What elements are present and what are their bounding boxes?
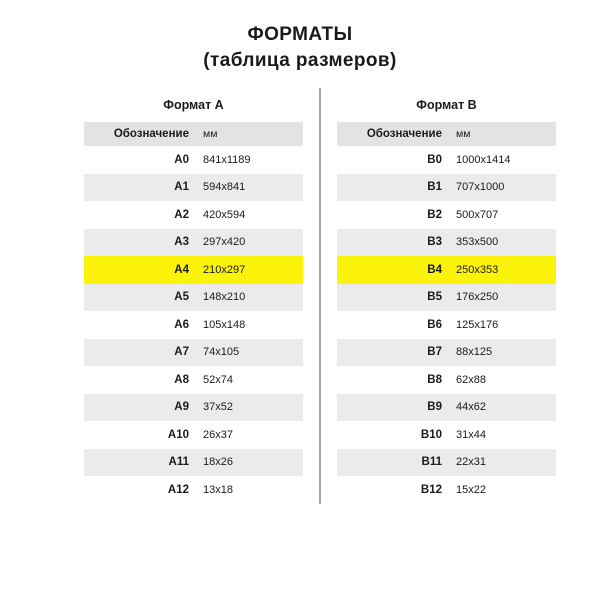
cell-a-size: 594x841 xyxy=(196,174,303,202)
cell-b-size: 176x250 xyxy=(449,284,556,312)
page-title xyxy=(84,22,516,74)
cell-a-size: 18x26 xyxy=(196,449,303,477)
group-heading-b: Формат В xyxy=(337,88,556,122)
cell-b-size: 15x22 xyxy=(449,476,556,504)
group-heading-a: Формат А xyxy=(84,88,303,122)
cell-b-code: B6 xyxy=(337,311,449,339)
cell-b-size: 88x125 xyxy=(449,339,556,367)
cell-b-size: 500x707 xyxy=(449,201,556,229)
cell-a-code: A9 xyxy=(84,394,196,422)
cell-b-code: B1 xyxy=(337,174,449,202)
cell-b-size: 1000x1414 xyxy=(449,146,556,174)
cell-a-code: A10 xyxy=(84,421,196,449)
cell-a-size: 13x18 xyxy=(196,476,303,504)
cell-b-size: 125x176 xyxy=(449,311,556,339)
cell-a-size: 26x37 xyxy=(196,421,303,449)
cell-b-code: B0 xyxy=(337,146,449,174)
cell-b-size: 44x62 xyxy=(449,394,556,422)
divider-line xyxy=(320,88,321,504)
cell-b-size: 250x353 xyxy=(449,256,556,284)
cell-a-size: 297x420 xyxy=(196,229,303,257)
cell-a-size: 420x594 xyxy=(196,201,303,229)
header-a-code: Обозначение xyxy=(84,122,196,146)
cell-a-size: 74x105 xyxy=(196,339,303,367)
header-b-size: мм xyxy=(449,122,556,146)
cell-b-code: B9 xyxy=(337,394,449,422)
table-body xyxy=(84,88,556,504)
cell-a-size: 210x297 xyxy=(196,256,303,284)
cell-a-code: A2 xyxy=(84,201,196,229)
cell-b-size: 62x88 xyxy=(449,366,556,394)
header-a-size: мм xyxy=(196,122,303,146)
cell-a-code: A3 xyxy=(84,229,196,257)
cell-a-code: A5 xyxy=(84,284,196,312)
header-b-code: Обозначение xyxy=(337,122,449,146)
cell-a-code: A4 xyxy=(84,256,196,284)
cell-a-code: A7 xyxy=(84,339,196,367)
formats-table xyxy=(84,88,556,504)
cell-a-code: A1 xyxy=(84,174,196,202)
cell-b-size: 353x500 xyxy=(449,229,556,257)
cell-a-code: A11 xyxy=(84,449,196,477)
cell-a-size: 105x148 xyxy=(196,311,303,339)
cell-b-code: B2 xyxy=(337,201,449,229)
cell-b-size: 22x31 xyxy=(449,449,556,477)
cell-a-size: 37x52 xyxy=(196,394,303,422)
group-heading-row xyxy=(84,88,556,122)
cell-a-code: A8 xyxy=(84,366,196,394)
cell-b-code: B4 xyxy=(337,256,449,284)
cell-a-size: 148x210 xyxy=(196,284,303,312)
cell-a-code: A6 xyxy=(84,311,196,339)
column-divider xyxy=(303,88,337,504)
cell-b-code: B10 xyxy=(337,421,449,449)
title-line-2: (таблица размеров) xyxy=(203,50,397,71)
cell-a-size: 52x74 xyxy=(196,366,303,394)
cell-a-code: A0 xyxy=(84,146,196,174)
cell-b-code: B12 xyxy=(337,476,449,504)
cell-b-code: B7 xyxy=(337,339,449,367)
cell-b-size: 707x1000 xyxy=(449,174,556,202)
cell-b-code: B3 xyxy=(337,229,449,257)
cell-a-code: A12 xyxy=(84,476,196,504)
title-line-1: ФОРМАТЫ xyxy=(247,24,353,45)
cell-b-code: B5 xyxy=(337,284,449,312)
cell-b-code: B8 xyxy=(337,366,449,394)
cell-b-code: B11 xyxy=(337,449,449,477)
cell-b-size: 31x44 xyxy=(449,421,556,449)
cell-a-size: 841x1189 xyxy=(196,146,303,174)
